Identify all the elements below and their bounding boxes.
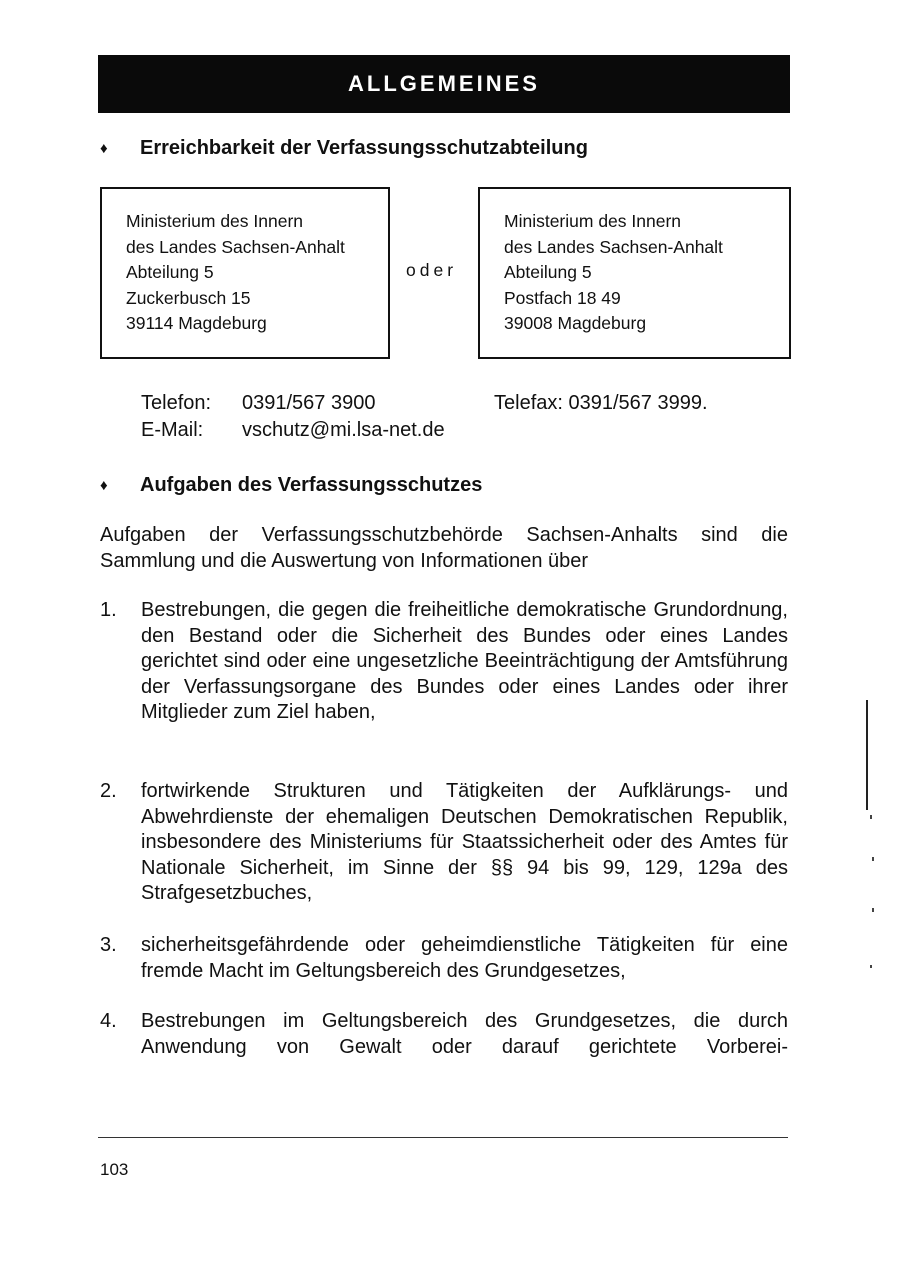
address-line: des Landes Sachsen-Anhalt <box>504 236 723 257</box>
address-line: Abteilung 5 <box>504 262 592 282</box>
diamond-bullet-icon: ♦ <box>100 477 108 494</box>
email-label: E-Mail: <box>141 419 204 441</box>
heading-aufgaben <box>100 474 482 497</box>
address-line: Zuckerbusch 15 <box>126 287 251 308</box>
address-line: Abteilung 5 <box>126 262 214 282</box>
list-item-number: 2. <box>100 780 117 802</box>
heading-text: Aufgaben des Verfassungsschutzes <box>140 474 483 496</box>
intro-paragraph <box>100 523 788 574</box>
fax-line: Telefax: 0391/567 3999. <box>494 392 708 414</box>
heading-erreichbarkeit <box>100 137 588 160</box>
address-line: Postfach 18 49 <box>504 287 621 308</box>
connector-oder: oder <box>406 260 458 280</box>
intro-line: Sammlung und die Auswertung von Informationen über <box>100 549 589 572</box>
scan-speck <box>870 815 872 819</box>
scan-speck <box>870 965 872 968</box>
scan-speck <box>872 857 874 861</box>
section-header-bar <box>98 55 790 113</box>
intro-line: Aufgaben der Verfassungsschutzbehörde Sachsen-Anhalts sind die <box>100 524 788 546</box>
list-item-number: 1. <box>100 599 117 621</box>
page-number: 103 <box>100 1160 129 1179</box>
address-line: 39008 Magdeburg <box>504 313 647 333</box>
change-bar-mark <box>866 700 868 810</box>
phone-label: Telefon: <box>141 392 212 414</box>
phone-value: 0391/567 3900 <box>242 392 376 414</box>
list-item-text: sicherheitsgefährdende oder geheimdienstliche Tätigkeiten für eine fremde Macht im Geltungsbereich des Grundgesetzes, <box>141 934 788 982</box>
address-box-visitor <box>100 187 390 359</box>
footer-divider <box>98 1137 788 1138</box>
section-header-title: ALLGEMEINES <box>348 71 540 96</box>
address-line: Ministerium des Innern <box>126 211 304 231</box>
scan-speck <box>872 908 874 912</box>
address-box-postal <box>478 187 791 359</box>
email-value: vschutz@mi.lsa-net.de <box>242 419 445 441</box>
address-line: des Landes Sachsen-Anhalt <box>126 236 345 257</box>
list-item-text: Bestrebungen, die gegen die freiheitliche demokratische Grundordnung, den Bestand oder die Sicherheit des Bundes oder eines Landes gerichtet sind oder eine ungesetzliche Beeinträchtigung der Amtsführung der Verfassungsorgane des Bundes oder eines Landes oder ihrer Mitglieder zum Ziel haben, <box>141 599 788 723</box>
list-item-text: Bestrebungen im Geltungsbereich des Grundgesetzes, die durch Anwendung von Gewalt oder darauf gerichtete Vorberei- <box>141 1010 788 1058</box>
heading-text: Erreichbarkeit der Verfassungsschutzabteilung <box>140 137 588 159</box>
list-item-number: 4. <box>100 1010 117 1032</box>
list-item-number: 3. <box>100 934 117 956</box>
diamond-bullet-icon: ♦ <box>100 140 108 157</box>
address-line: Ministerium des Innern <box>504 211 682 231</box>
list-item-text: fortwirkende Strukturen und Tätigkeiten der Aufklärungs- und Abwehrdienste der ehemaligen Deutschen Demokratischen Republik, insbesondere des Ministeriums für Staatssicherheit oder des Amtes für Nationale Sicherheit, im Sinne der §§ 94 bis 99, 129, 129a des Strafgesetzbuches, <box>141 780 788 904</box>
address-line: 39114 Magdeburg <box>126 313 267 333</box>
